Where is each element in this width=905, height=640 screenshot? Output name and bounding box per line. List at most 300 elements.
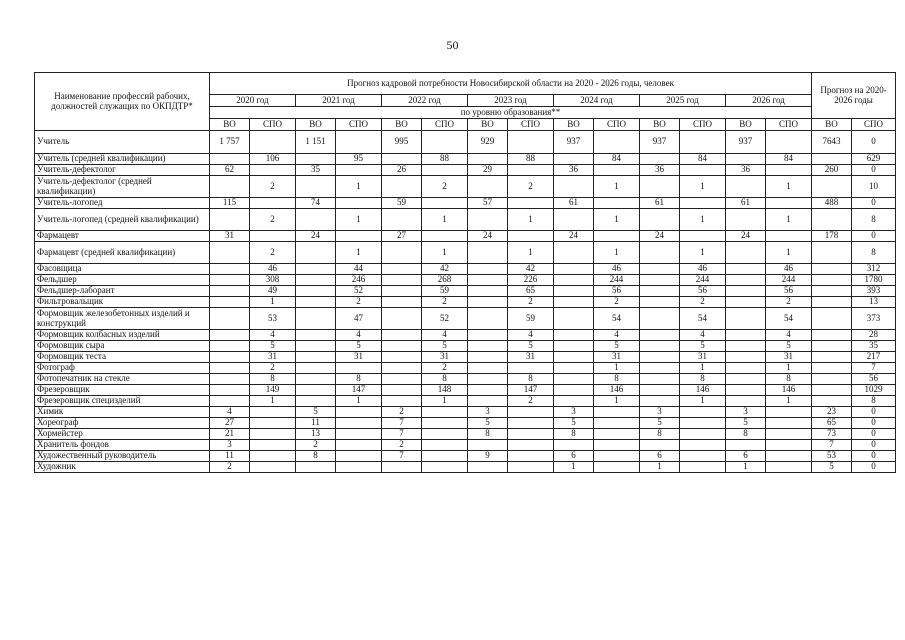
- forecast-vo-cell: [554, 352, 594, 363]
- forecast-vo-cell: 74: [296, 198, 336, 209]
- forecast-spo-cell: 1: [680, 176, 726, 198]
- forecast-spo-cell: [766, 440, 812, 451]
- total-vo-cell: [812, 330, 852, 341]
- forecast-vo-cell: 5: [640, 418, 680, 429]
- forecast-spo-cell: 56: [766, 286, 812, 297]
- forecast-spo-cell: [336, 407, 382, 418]
- profession-name: Фотопечатник на стекле: [35, 374, 210, 385]
- forecast-spo-cell: 244: [766, 275, 812, 286]
- forecast-vo-cell: 24: [726, 231, 766, 242]
- forecast-vo-cell: [468, 264, 508, 275]
- forecast-spo-cell: [508, 165, 554, 176]
- forecast-vo-cell: [296, 176, 336, 198]
- forecast-vo-cell: 7: [382, 451, 422, 462]
- total-vo-cell: [812, 363, 852, 374]
- forecast-spo-cell: [250, 418, 296, 429]
- forecast-vo-cell: 29: [468, 165, 508, 176]
- vo-header: ВО: [812, 119, 852, 131]
- forecast-vo-cell: [210, 209, 250, 231]
- forecast-vo-cell: [640, 209, 680, 231]
- forecast-vo-cell: 2: [210, 462, 250, 473]
- forecast-spo-cell: 88: [508, 154, 554, 165]
- forecast-vo-cell: 2: [296, 440, 336, 451]
- forecast-vo-cell: [554, 385, 594, 396]
- forecast-vo-cell: [382, 385, 422, 396]
- forecast-spo-cell: [336, 131, 382, 154]
- forecast-vo-cell: [468, 286, 508, 297]
- forecast-vo-cell: 61: [726, 198, 766, 209]
- forecast-spo-cell: [250, 462, 296, 473]
- forecast-vo-cell: [554, 374, 594, 385]
- total-spo-cell: 0: [852, 451, 896, 462]
- forecast-vo-cell: [296, 275, 336, 286]
- table-row: [35, 440, 896, 451]
- forecast-vo-cell: [296, 330, 336, 341]
- forecast-vo-cell: [640, 385, 680, 396]
- forecast-table: [34, 72, 896, 473]
- forecast-vo-cell: [554, 275, 594, 286]
- forecast-spo-cell: 2: [250, 242, 296, 264]
- forecast-spo-cell: 1: [422, 396, 468, 407]
- forecast-vo-cell: [554, 209, 594, 231]
- table-row: [35, 131, 896, 154]
- forecast-vo-cell: [726, 363, 766, 374]
- forecast-spo-cell: [422, 165, 468, 176]
- forecast-spo-cell: [250, 198, 296, 209]
- forecast-vo-cell: [726, 286, 766, 297]
- forecast-vo-cell: 6: [726, 451, 766, 462]
- total-spo-cell: 393: [852, 286, 896, 297]
- total-spo-cell: 0: [852, 440, 896, 451]
- forecast-vo-cell: [640, 242, 680, 264]
- forecast-spo-cell: 1: [422, 242, 468, 264]
- forecast-spo-cell: 8: [250, 374, 296, 385]
- forecast-spo-cell: 4: [766, 330, 812, 341]
- forecast-vo-cell: [296, 396, 336, 407]
- total-spo-cell: 312: [852, 264, 896, 275]
- forecast-spo-cell: 2: [250, 176, 296, 198]
- forecast-spo-cell: [680, 165, 726, 176]
- forecast-spo-cell: 5: [336, 341, 382, 352]
- total-vo-cell: [812, 154, 852, 165]
- table-row: [35, 451, 896, 462]
- forecast-spo-cell: 46: [594, 264, 640, 275]
- table-row: [35, 231, 896, 242]
- forecast-spo-cell: [766, 198, 812, 209]
- forecast-spo-cell: [250, 429, 296, 440]
- forecast-spo-cell: 2: [508, 297, 554, 308]
- forecast-spo-cell: [336, 165, 382, 176]
- year-header: 2025 год: [640, 95, 726, 107]
- forecast-spo-cell: [508, 440, 554, 451]
- forecast-spo-cell: [250, 451, 296, 462]
- forecast-spo-cell: 2: [422, 363, 468, 374]
- profession-name: Фильтровальщик: [35, 297, 210, 308]
- forecast-vo-cell: 61: [554, 198, 594, 209]
- forecast-vo-cell: [468, 462, 508, 473]
- forecast-spo-cell: 1: [594, 242, 640, 264]
- forecast-vo-cell: [382, 308, 422, 330]
- total-spo-cell: 28: [852, 330, 896, 341]
- total-spo-cell: 35: [852, 341, 896, 352]
- forecast-spo-cell: 53: [250, 308, 296, 330]
- forecast-vo-cell: 115: [210, 198, 250, 209]
- total-spo-cell: 8: [852, 396, 896, 407]
- forecast-spo-cell: 2: [508, 396, 554, 407]
- spo-header: СПО: [250, 119, 296, 131]
- forecast-vo-cell: [296, 209, 336, 231]
- total-spo-cell: 0: [852, 462, 896, 473]
- forecast-spo-cell: 31: [422, 352, 468, 363]
- forecast-vo-cell: [210, 352, 250, 363]
- forecast-spo-cell: 95: [336, 154, 382, 165]
- forecast-spo-cell: [766, 165, 812, 176]
- table-row: [35, 165, 896, 176]
- forecast-vo-cell: [210, 275, 250, 286]
- forecast-vo-cell: 36: [554, 165, 594, 176]
- forecast-title-header: Прогноз кадровой потребности Новосибирской области на 2020 - 2026 годы, человек: [210, 73, 812, 95]
- total-vo-cell: 7643: [812, 131, 852, 154]
- forecast-spo-cell: 84: [766, 154, 812, 165]
- forecast-spo-cell: 54: [766, 308, 812, 330]
- total-vo-cell: 260: [812, 165, 852, 176]
- total-spo-cell: 0: [852, 418, 896, 429]
- forecast-vo-cell: [726, 308, 766, 330]
- forecast-vo-cell: [210, 308, 250, 330]
- total-vo-cell: [812, 341, 852, 352]
- forecast-vo-cell: 995: [382, 131, 422, 154]
- table-row: [35, 308, 896, 330]
- forecast-vo-cell: [382, 363, 422, 374]
- forecast-spo-cell: [336, 418, 382, 429]
- forecast-vo-cell: 11: [210, 451, 250, 462]
- total-spo-cell: 0: [852, 231, 896, 242]
- forecast-spo-cell: 5: [422, 341, 468, 352]
- profession-name: Хормейстер: [35, 429, 210, 440]
- forecast-spo-cell: [766, 418, 812, 429]
- table-row: [35, 176, 896, 198]
- vo-header: ВО: [296, 119, 336, 131]
- total-spo-cell: 56: [852, 374, 896, 385]
- forecast-vo-cell: [726, 352, 766, 363]
- table-row: [35, 407, 896, 418]
- forecast-vo-cell: [640, 341, 680, 352]
- forecast-vo-cell: [640, 297, 680, 308]
- forecast-vo-cell: 3: [210, 440, 250, 451]
- forecast-spo-cell: [336, 198, 382, 209]
- forecast-spo-cell: 268: [422, 275, 468, 286]
- profession-name: Фотограф: [35, 363, 210, 374]
- forecast-vo-cell: [210, 385, 250, 396]
- forecast-spo-cell: [680, 429, 726, 440]
- forecast-vo-cell: [640, 352, 680, 363]
- table-row: [35, 275, 896, 286]
- forecast-spo-cell: 1: [680, 209, 726, 231]
- forecast-spo-cell: 308: [250, 275, 296, 286]
- spo-header: СПО: [852, 119, 896, 131]
- forecast-spo-cell: [680, 198, 726, 209]
- total-spo-cell: 0: [852, 198, 896, 209]
- forecast-spo-cell: [508, 462, 554, 473]
- forecast-vo-cell: [296, 363, 336, 374]
- forecast-vo-cell: [382, 341, 422, 352]
- forecast-spo-cell: [594, 451, 640, 462]
- forecast-spo-cell: 1: [766, 363, 812, 374]
- forecast-vo-cell: [296, 308, 336, 330]
- forecast-spo-cell: 5: [594, 341, 640, 352]
- forecast-spo-cell: 8: [422, 374, 468, 385]
- forecast-spo-cell: 4: [594, 330, 640, 341]
- forecast-vo-cell: [296, 286, 336, 297]
- forecast-spo-cell: [508, 231, 554, 242]
- total-forecast-header: Прогноз на 2020-2026 годы: [812, 73, 896, 119]
- total-spo-cell: 0: [852, 429, 896, 440]
- forecast-vo-cell: [726, 440, 766, 451]
- forecast-spo-cell: 1: [422, 209, 468, 231]
- table-row: [35, 352, 896, 363]
- forecast-vo-cell: [554, 396, 594, 407]
- vo-header: ВО: [210, 119, 250, 131]
- forecast-vo-cell: [726, 385, 766, 396]
- forecast-spo-cell: [594, 440, 640, 451]
- forecast-vo-cell: [210, 242, 250, 264]
- forecast-vo-cell: [468, 374, 508, 385]
- forecast-spo-cell: 31: [250, 352, 296, 363]
- profession-name: Хореограф: [35, 418, 210, 429]
- forecast-vo-cell: [640, 440, 680, 451]
- forecast-spo-cell: [422, 131, 468, 154]
- forecast-vo-cell: [726, 242, 766, 264]
- forecast-vo-cell: 2: [382, 407, 422, 418]
- profession-name: Фармацевт: [35, 231, 210, 242]
- table-row: [35, 418, 896, 429]
- forecast-vo-cell: [554, 440, 594, 451]
- total-vo-cell: 65: [812, 418, 852, 429]
- forecast-spo-cell: 5: [680, 341, 726, 352]
- forecast-vo-cell: [210, 264, 250, 275]
- forecast-vo-cell: [468, 154, 508, 165]
- total-spo-cell: 8: [852, 242, 896, 264]
- forecast-spo-cell: [594, 165, 640, 176]
- forecast-vo-cell: [640, 154, 680, 165]
- forecast-spo-cell: 49: [250, 286, 296, 297]
- forecast-vo-cell: 7: [382, 429, 422, 440]
- forecast-vo-cell: 27: [210, 418, 250, 429]
- forecast-vo-cell: 937: [640, 131, 680, 154]
- forecast-spo-cell: 5: [508, 341, 554, 352]
- total-vo-cell: [812, 385, 852, 396]
- forecast-spo-cell: 31: [594, 352, 640, 363]
- forecast-vo-cell: [210, 297, 250, 308]
- forecast-spo-cell: 147: [508, 385, 554, 396]
- total-vo-cell: [812, 352, 852, 363]
- total-vo-cell: 73: [812, 429, 852, 440]
- forecast-spo-cell: 1: [766, 242, 812, 264]
- forecast-vo-cell: [468, 341, 508, 352]
- forecast-spo-cell: [680, 440, 726, 451]
- forecast-spo-cell: 146: [680, 385, 726, 396]
- forecast-vo-cell: [210, 154, 250, 165]
- forecast-spo-cell: 1: [336, 396, 382, 407]
- forecast-spo-cell: [422, 451, 468, 462]
- table-row: [35, 264, 896, 275]
- forecast-vo-cell: [468, 363, 508, 374]
- total-vo-cell: 488: [812, 198, 852, 209]
- forecast-spo-cell: 4: [422, 330, 468, 341]
- forecast-spo-cell: 2: [250, 209, 296, 231]
- profession-name: Учитель-логопед (средней квалификации): [35, 209, 210, 231]
- forecast-spo-cell: 1: [594, 209, 640, 231]
- forecast-vo-cell: 6: [640, 451, 680, 462]
- total-spo-cell: 1029: [852, 385, 896, 396]
- forecast-spo-cell: 244: [680, 275, 726, 286]
- forecast-vo-cell: [554, 341, 594, 352]
- spo-header: СПО: [680, 119, 726, 131]
- forecast-vo-cell: [210, 374, 250, 385]
- forecast-spo-cell: [422, 418, 468, 429]
- total-vo-cell: [812, 242, 852, 264]
- spo-header: СПО: [422, 119, 468, 131]
- forecast-vo-cell: [382, 154, 422, 165]
- forecast-spo-cell: 146: [594, 385, 640, 396]
- profession-name: Учитель-дефектолог (средней квалификации): [35, 176, 210, 198]
- forecast-vo-cell: [640, 330, 680, 341]
- spo-header: СПО: [766, 119, 812, 131]
- table-row: [35, 462, 896, 473]
- year-header: 2023 год: [468, 95, 554, 107]
- total-spo-cell: 7: [852, 363, 896, 374]
- forecast-spo-cell: [508, 407, 554, 418]
- forecast-vo-cell: [726, 297, 766, 308]
- forecast-spo-cell: 47: [336, 308, 382, 330]
- forecast-vo-cell: [296, 341, 336, 352]
- table-row: [35, 198, 896, 209]
- forecast-spo-cell: 84: [680, 154, 726, 165]
- forecast-vo-cell: [382, 374, 422, 385]
- table-row: [35, 286, 896, 297]
- forecast-spo-cell: 226: [508, 275, 554, 286]
- forecast-vo-cell: 21: [210, 429, 250, 440]
- forecast-spo-cell: [422, 407, 468, 418]
- forecast-spo-cell: 5: [766, 341, 812, 352]
- total-vo-cell: [812, 264, 852, 275]
- total-vo-cell: [812, 286, 852, 297]
- profession-name: Фрезеровщик специзделий: [35, 396, 210, 407]
- forecast-spo-cell: 31: [336, 352, 382, 363]
- forecast-spo-cell: [594, 231, 640, 242]
- total-vo-cell: [812, 374, 852, 385]
- forecast-spo-cell: [336, 462, 382, 473]
- forecast-spo-cell: 8: [508, 374, 554, 385]
- profession-name: Фельдшер-лаборант: [35, 286, 210, 297]
- forecast-spo-cell: 59: [508, 308, 554, 330]
- forecast-spo-cell: 5: [250, 341, 296, 352]
- forecast-spo-cell: 106: [250, 154, 296, 165]
- total-spo-cell: 629: [852, 154, 896, 165]
- forecast-vo-cell: [640, 308, 680, 330]
- forecast-vo-cell: [554, 154, 594, 165]
- profession-name: Фельдшер: [35, 275, 210, 286]
- forecast-spo-cell: [766, 462, 812, 473]
- forecast-vo-cell: 1: [640, 462, 680, 473]
- forecast-spo-cell: [336, 363, 382, 374]
- profession-column-header: Наименование профессий рабочих, должностей служащих по ОКПДТР*: [35, 73, 210, 131]
- forecast-spo-cell: [594, 198, 640, 209]
- forecast-vo-cell: [382, 297, 422, 308]
- forecast-spo-cell: 59: [422, 286, 468, 297]
- forecast-vo-cell: 5: [726, 418, 766, 429]
- forecast-vo-cell: [726, 330, 766, 341]
- forecast-spo-cell: 2: [508, 176, 554, 198]
- forecast-spo-cell: 1: [594, 176, 640, 198]
- education-level-header: по уровню образования**: [210, 107, 812, 119]
- forecast-spo-cell: 1: [508, 209, 554, 231]
- forecast-spo-cell: [422, 462, 468, 473]
- forecast-vo-cell: [726, 275, 766, 286]
- table-row: [35, 209, 896, 231]
- table-row: [35, 396, 896, 407]
- forecast-vo-cell: [296, 154, 336, 165]
- forecast-spo-cell: 1: [250, 297, 296, 308]
- total-vo-cell: 7: [812, 440, 852, 451]
- forecast-spo-cell: 4: [250, 330, 296, 341]
- forecast-spo-cell: [250, 407, 296, 418]
- forecast-vo-cell: [554, 176, 594, 198]
- forecast-spo-cell: 2: [422, 297, 468, 308]
- forecast-vo-cell: [382, 286, 422, 297]
- forecast-spo-cell: 46: [766, 264, 812, 275]
- forecast-vo-cell: [726, 176, 766, 198]
- forecast-spo-cell: 8: [594, 374, 640, 385]
- forecast-spo-cell: [766, 131, 812, 154]
- total-spo-cell: 0: [852, 407, 896, 418]
- forecast-vo-cell: 26: [382, 165, 422, 176]
- total-spo-cell: 1780: [852, 275, 896, 286]
- profession-name: Формовщик колбасных изделий: [35, 330, 210, 341]
- vo-header: ВО: [640, 119, 680, 131]
- forecast-spo-cell: [594, 418, 640, 429]
- spo-header: СПО: [508, 119, 554, 131]
- table-row: [35, 363, 896, 374]
- page-number: 50: [446, 38, 459, 52]
- vo-header: ВО: [382, 119, 422, 131]
- total-vo-cell: [812, 396, 852, 407]
- forecast-vo-cell: 7: [382, 418, 422, 429]
- forecast-spo-cell: [250, 165, 296, 176]
- year-header: 2021 год: [296, 95, 382, 107]
- table-header: [35, 73, 896, 131]
- forecast-vo-cell: [726, 209, 766, 231]
- forecast-spo-cell: 1: [594, 363, 640, 374]
- forecast-vo-cell: 11: [296, 418, 336, 429]
- forecast-vo-cell: 2: [382, 440, 422, 451]
- forecast-vo-cell: [726, 341, 766, 352]
- forecast-spo-cell: [680, 462, 726, 473]
- table-row: [35, 341, 896, 352]
- forecast-spo-cell: 2: [594, 297, 640, 308]
- forecast-vo-cell: 6: [554, 451, 594, 462]
- forecast-vo-cell: 8: [468, 429, 508, 440]
- forecast-spo-cell: [336, 231, 382, 242]
- forecast-vo-cell: 929: [468, 131, 508, 154]
- total-vo-cell: 53: [812, 451, 852, 462]
- forecast-spo-cell: [680, 418, 726, 429]
- forecast-vo-cell: 24: [468, 231, 508, 242]
- table-row: [35, 429, 896, 440]
- forecast-vo-cell: 3: [554, 407, 594, 418]
- forecast-vo-cell: 8: [640, 429, 680, 440]
- total-spo-cell: 10: [852, 176, 896, 198]
